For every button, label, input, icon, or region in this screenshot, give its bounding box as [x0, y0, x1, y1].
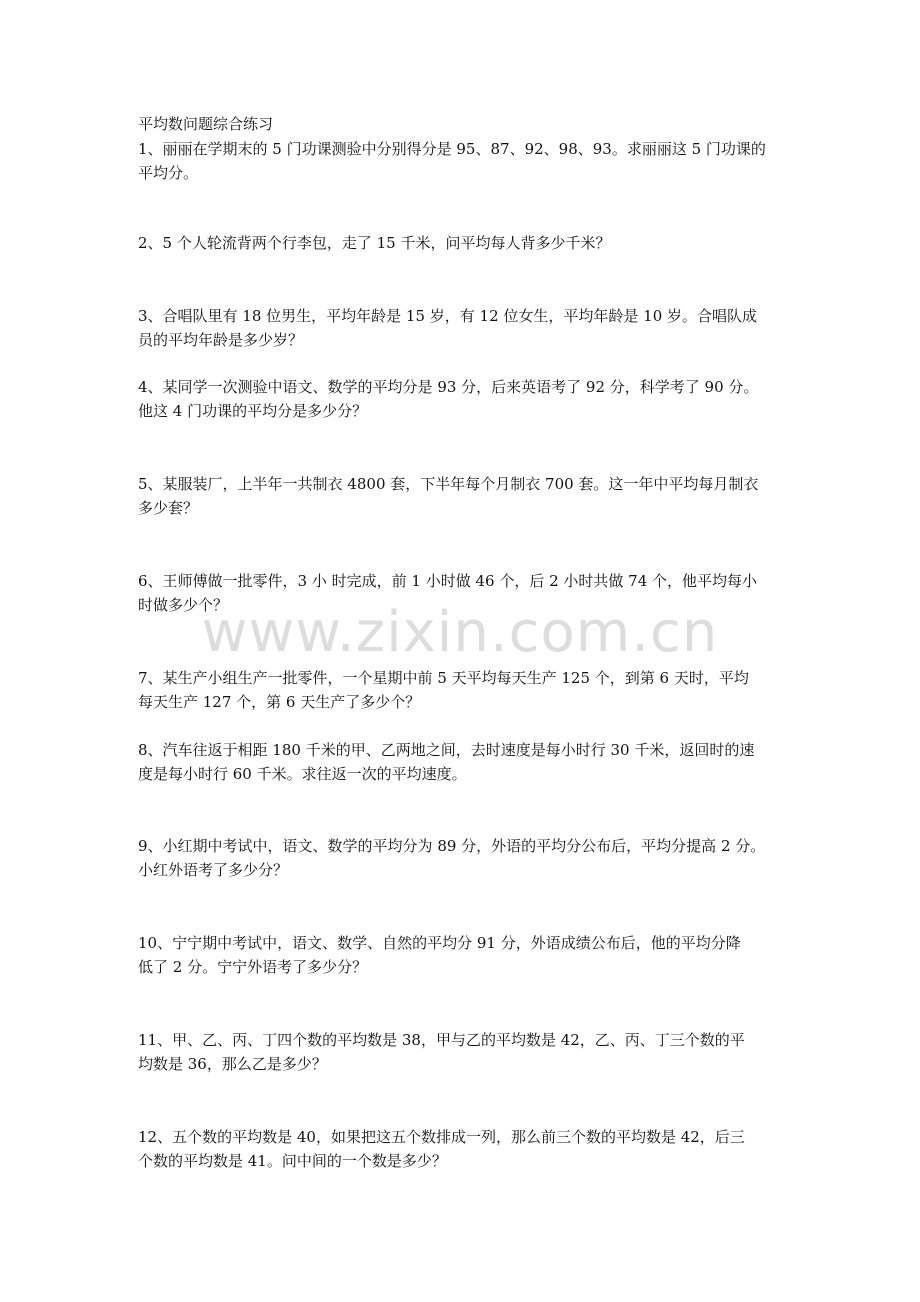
question-line: 均数是 36，那么乙是多少？: [138, 1054, 327, 1073]
question-line: 10、宁宁期中考试中，语文、数学、自然的平均分 91 分，外语成绩公布后，他的平均分降: [138, 934, 741, 952]
question-6: [138, 570, 798, 617]
question-3: [138, 305, 798, 352]
question-2: [138, 232, 798, 256]
question-11: [138, 1029, 798, 1076]
question-7: [138, 667, 798, 714]
question-8: [138, 739, 798, 786]
question-line: 9、小红期中考试中，语文、数学的平均分为 89 分，外语的平均分公布后，平均分提高 2 分。: [138, 837, 766, 855]
question-line: 时做多少个？: [138, 595, 229, 614]
question-line: 他这 4 门功课的平均分是多少分？: [138, 401, 368, 420]
question-line: 3、合唱队里有 18 位男生，平均年龄是 15 岁，有 12 位女生，平均年龄是 10 岁。合唱队成: [138, 307, 758, 325]
question-line: 度是每小时行 60 千米。求往返一次的平均速度。: [138, 764, 467, 783]
question-line: 1、丽丽在学期末的 5 门功课测验中分别得分是 95、87、92、98、93。求丽丽这 5 门功课的: [138, 140, 766, 158]
document-title: 平均数问题综合练习: [138, 115, 274, 133]
question-line: 12、五个数的平均数是 40，如果把这五个数排成一列，那么前三个数的平均数是 42，后三: [138, 1128, 745, 1146]
question-line: 个数的平均数是 41。问中间的一个数是多少？: [138, 1151, 447, 1170]
question-line: 小红外语考了多少分？: [138, 860, 289, 879]
question-line: 多少套？: [138, 498, 199, 517]
question-12: [138, 1126, 798, 1173]
question-4: [138, 376, 798, 423]
question-5: [138, 473, 798, 520]
question-line: 6、王师傅做一批零件，3 小 时完成，前 1 小时做 46 个，后 2 小时共做 74 个，他平均每小: [138, 572, 758, 590]
question-line: 低了 2 分。宁宁外语考了多少分？: [138, 957, 368, 976]
question-line: 5、某服装厂，上半年一共制衣 4800 套，下半年每个月制衣 700 套。这一年中平均每月制衣: [138, 475, 759, 493]
question-line: 4、某同学一次测验中语文、数学的平均分是 93 分，后来英语考了 92 分，科学考了 90 分。: [138, 378, 759, 396]
question-1: [138, 138, 798, 185]
question-line: 2、5 个人轮流背两个行李包，走了 15 千米，问平均每人背多少千米？: [138, 234, 611, 252]
question-line: 8、汽车往返于相距 180 千米的甲、乙两地之间，去时速度是每小时行 30 千米，返回时的速: [138, 741, 755, 759]
question-line: 平均分。: [138, 163, 199, 182]
question-line: 员的平均年龄是多少岁？: [138, 330, 304, 349]
question-line: 每天生产 127 个，第 6 天生产了多少个？: [138, 692, 421, 711]
question-10: [138, 932, 798, 979]
question-line: 11、甲、乙、丙、丁四个数的平均数是 38，甲与乙的平均数是 42，乙、丙、丁三个数的平: [138, 1031, 745, 1049]
watermark: www.zixin.com.cn: [201, 600, 719, 665]
question-9: [138, 835, 798, 882]
question-line: 7、某生产小组生产一批零件，一个星期中前 5 天平均每天生产 125 个，到第 6 天时，平均: [138, 669, 749, 687]
